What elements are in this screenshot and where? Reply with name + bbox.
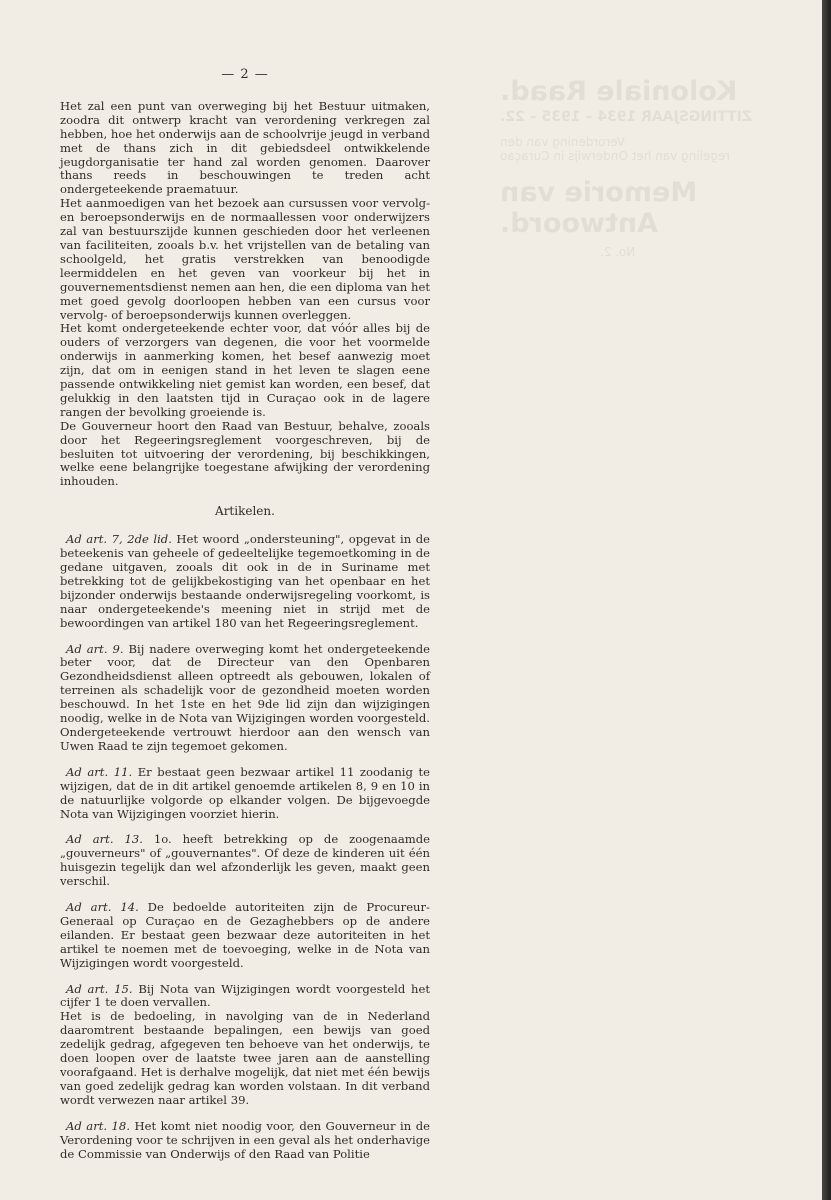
article-15-continued: [60, 1010, 430, 1107]
binding-edge: [822, 0, 831, 1200]
bleed-through-text: [500, 72, 820, 259]
article-11: [60, 766, 430, 822]
page-number: — 2 —: [221, 67, 269, 82]
article-text: Het komt niet noodig voor, den Gouverneur in de Verordening voor te schrijven in een geval als het onderhavige de Commissie van Onderwijs of den Raad van Politie: [60, 1118, 430, 1161]
article-15: [60, 983, 430, 1011]
section-heading: Artikelen.: [215, 504, 275, 519]
article-18: [60, 1120, 430, 1162]
article-7: [60, 533, 430, 630]
article-text: Het woord „ondersteuning", opgevat in de beteekenis van geheele of gedeeltelijke tegemoetkoming in de gedane uitgaven, zooals dit ook in de in Suriname met betrekking tot de gelijkbekostiging van het openbaar en het bijzonder onderwijs bestaande onderwijsregeling voorkomt, is naar ondergeteekende's meening niet in strijd met de bewoordingen van artikel 180 van het Regeeringsreglement.: [60, 532, 431, 630]
article-text: 1o. heeft betrekking op de zoogenaamde „gouverneurs" of „gouvernantes". Of deze de kinderen uit één huisgezin tegelijk dan wel afzonderlijk les geven, maakt geen verschil.: [60, 832, 431, 889]
bleed-line-6: No. 2.: [600, 245, 636, 259]
article-ref: Ad art. 18.: [66, 1118, 130, 1133]
article-text: Bij nadere overweging komt het ondergeteekende beter voor, dat de Directeur van den Openbaren Gezondheidsdienst alleen optreedt als gebouwen, lokalen of terreinen als schadelijk voor de gezondheid moeten worden beschouwd. In het 1ste en het 9de lid zijn dan wijzigingen noodig, welke in de Nota van Wijzigingen worden voorgesteld. Ondergeteekende vertrouwt hierdoor aan den wensch van Uwen Raad te zijn tegemoet gekomen.: [60, 641, 430, 753]
article-13: [60, 833, 430, 889]
intro-paragraph-3: Het komt ondergeteekende echter voor, dat vóór alles bij de ouders of verzorgers van degenen, die voor het voormelde onderwijs in aanmerking komen, het besef aanwezig moet zijn, dat om in eenigen stand in het leven te slagen eene passende ontwikkeling niet gemist kan worden, een besef, dat gelukkig in den laatsten tijd in Curaçao ook in de lagere rangen der bevolking groeiende is.: [60, 321, 430, 419]
article-ref: Ad art. 15.: [66, 981, 133, 996]
article-9: [60, 643, 430, 754]
article-ref: Ad art. 9.: [66, 641, 124, 656]
article-text: De bedoelde autoriteiten zijn de Procureur-Generaal op Curaçao en de Gezaghebbers op de andere eilanden. Er bestaat geen bezwaar deze autoriteiten in het artikel te noemen met de toevoeging, welke in de Nota van Wijzigingen wordt voorgesteld.: [60, 900, 430, 970]
bleed-line-4: regeling van het Onderwijs in Curaçao: [500, 149, 730, 163]
article-ref: Ad art. 14.: [66, 900, 139, 915]
article-ref: Ad art. 11.: [66, 764, 133, 779]
document-body: [60, 68, 430, 1161]
bleed-line-5: Memorie van Antwoord.: [500, 177, 698, 239]
bleed-line-1: Koloniale Raad.: [500, 76, 738, 107]
bleed-line-3: Verordening van den: [500, 135, 625, 149]
article-text: Bij Nota van Wijzigingen wordt voorgesteld het cijfer 1 te doen vervallen.: [60, 981, 430, 1010]
article-text: Er bestaat geen bezwaar artikel 11 zoodanig te wijzigen, dat de in dit artikel genoemde artikelen 8, 9 en 10 in de natuurlijke volgorde op elkander volgen. De bijgevoegde Nota van Wijzigingen voorziet hierin.: [60, 764, 430, 821]
bleed-line-2: ZITTINGSJAAR 1934 – 1935 – 22.: [500, 109, 753, 125]
article-14: [60, 901, 430, 971]
article-text: Het is de bedoeling, in navolging van de in Nederland daaromtrent bestaande bepalingen, een bewijs van goed zedelijk gedrag, afgegeven ten behoeve van het onderwijs, te doen loopen over de laatste twee jaren aan de aanstelling voorafgaand. Het is derhalve mogelijk, dat niet met één bewijs van goed zedelijk gedrag kan worden volstaan. In dit verband wordt verwezen naar artikel 39.: [60, 1009, 430, 1107]
intro-paragraph-2: Het aanmoedigen van het bezoek aan cursussen voor vervolg- en beroepsonderwijs en de normaallessen voor onderwijzers zal van bestuurszijde kunnen geschieden door het verleenen van faciliteiten, zooals b.v. het vrijstellen van de betaling van schoolgeld, het gratis verstrekken van benoodigde leermiddelen en het geven van voorkeur bij het in gouvernementsdienst nemen aan hen, die een diploma van het met goed gevolg doorloopen hebben van een cursus voor vervolg- of beroepsonderwijs kunnen overleggen.: [60, 196, 430, 322]
intro-paragraph-4: De Gouverneur hoort den Raad van Bestuur, behalve, zooals door het Regeeringsreglement voorgeschreven, bij de besluiten tot uitvoering der verordening, bij beschikkingen, welke eene belangrijke toegestane afwijking der verordening inhouden.: [60, 418, 430, 489]
article-ref: Ad art. 7, 2de lid.: [66, 532, 172, 547]
intro-paragraph-1: Het zal een punt van overweging bij het Bestuur uitmaken, zoodra dit ontwerp kracht van verordening verkregen zal hebben, hoe het onderwijs aan de schoolvrije jeugd in verband met de thans zich in dit gebiedsdeel ontwikkelende jeugdorganisatie ter hand zal worden genomen. Daarover thans reeds in beschouwingen te treden acht ondergeteekende praematuur.: [60, 98, 430, 197]
article-ref: Ad art. 13.: [66, 832, 143, 847]
